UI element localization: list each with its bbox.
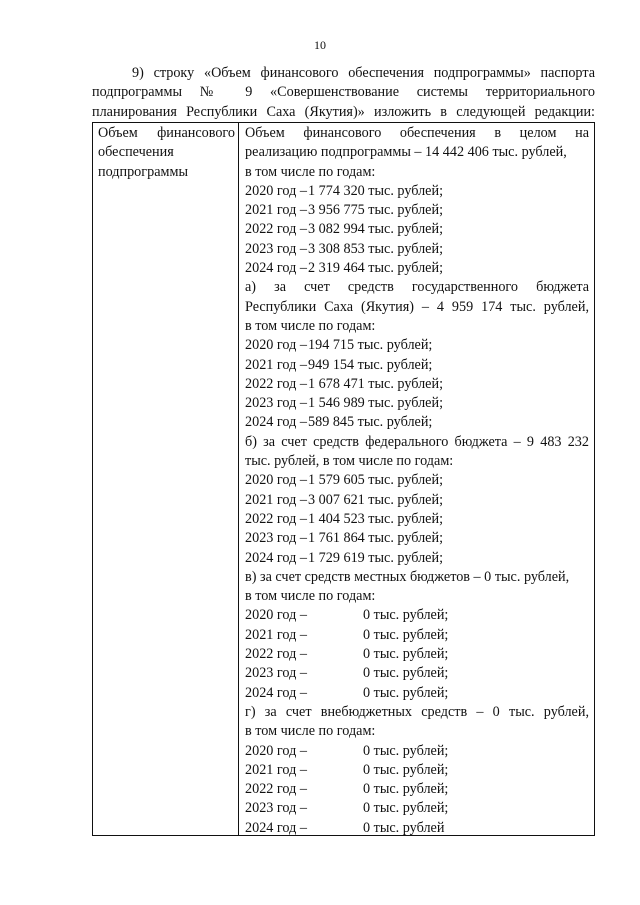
- year-list: [245, 336, 589, 432]
- year-label: 2023 год –: [245, 800, 307, 817]
- year-amount: 3 956 775 тыс. рублей;: [308, 202, 444, 219]
- year-amount: 0 тыс. рублей;: [363, 607, 449, 624]
- year-label: 2021 год –: [245, 202, 307, 219]
- row-header-line-1: Объем финансового: [98, 125, 235, 141]
- year-amount: 0 тыс. рублей;: [363, 742, 449, 759]
- year-amount: 1 729 619 тыс. рублей;: [308, 549, 444, 566]
- year-list: [245, 606, 589, 702]
- year-row: [245, 259, 589, 278]
- year-amount: 1 678 471 тыс. рублей;: [308, 375, 444, 392]
- local-line-1: в) за счет средств местных бюджетов – 0 тыс. рублей,: [245, 568, 570, 585]
- year-amount: 1 774 320 тыс. рублей;: [308, 182, 444, 199]
- extrabudget-section: [245, 703, 589, 838]
- year-label: 2021 год –: [245, 626, 307, 643]
- year-row: [245, 799, 589, 818]
- year-amount: 949 154 тыс. рублей;: [308, 356, 433, 373]
- year-row: [245, 201, 589, 220]
- year-label: 2022 год –: [245, 646, 307, 663]
- republic-line-2: Республики Саха (Якутия) – 4 959 174 тыс. рублей,: [245, 298, 589, 315]
- year-label: 2023 год –: [245, 530, 307, 547]
- year-row: [245, 606, 589, 625]
- local-line-2: в том числе по годам:: [245, 588, 376, 605]
- year-label: 2023 год –: [245, 395, 307, 412]
- year-amount: 0 тыс. рублей;: [363, 684, 449, 701]
- republic-budget-section: [245, 278, 589, 432]
- year-row: [245, 684, 589, 703]
- year-label: 2024 год –: [245, 819, 307, 836]
- year-amount: 1 761 864 тыс. рублей;: [308, 530, 444, 547]
- year-label: 2021 год –: [245, 761, 307, 778]
- year-amount: 0 тыс. рублей;: [363, 781, 449, 798]
- row-header-cell: [98, 124, 235, 182]
- year-label: 2023 год –: [245, 240, 307, 257]
- year-amount: 1 404 523 тыс. рублей;: [308, 510, 444, 527]
- year-row: [245, 491, 589, 510]
- republic-line-3: в том числе по годам:: [245, 317, 376, 334]
- year-row: [245, 394, 589, 413]
- year-row: [245, 529, 589, 548]
- year-row: [245, 819, 589, 838]
- year-amount: 194 715 тыс. рублей;: [308, 337, 433, 354]
- year-row: [245, 413, 589, 432]
- year-label: 2024 год –: [245, 684, 307, 701]
- year-amount: 0 тыс. рублей;: [363, 626, 449, 643]
- year-amount: 0 тыс. рублей;: [363, 761, 449, 778]
- year-label: 2021 год –: [245, 491, 307, 508]
- federal-line-1: б) за счет средств федерального бюджета – 9 483 232: [245, 433, 589, 450]
- year-amount: 0 тыс. рублей;: [363, 646, 449, 663]
- year-row: [245, 645, 589, 664]
- passport-table: [92, 122, 595, 836]
- row-header-line-3: подпрограммы: [98, 163, 188, 180]
- year-label: 2022 год –: [245, 781, 307, 798]
- year-amount: 1 579 605 тыс. рублей;: [308, 472, 444, 489]
- local-budget-section: [245, 568, 589, 703]
- year-label: 2024 год –: [245, 414, 307, 431]
- row-header-line-2: обеспечения: [98, 144, 174, 161]
- year-amount: 3 007 621 тыс. рублей;: [308, 491, 444, 508]
- year-row: [245, 664, 589, 683]
- year-row: [245, 220, 589, 239]
- year-label: 2020 год –: [245, 607, 307, 624]
- intro-line-2: подпрограммы № 9 «Совершенствование системы территориального: [92, 84, 595, 101]
- year-row: [245, 780, 589, 799]
- year-row: [245, 626, 589, 645]
- row-value-cell: [245, 124, 589, 838]
- republic-line-1: а) за счет средств государственного бюджета: [245, 279, 589, 296]
- year-label: 2021 год –: [245, 356, 307, 373]
- year-amount: 3 308 853 тыс. рублей;: [308, 240, 444, 257]
- year-label: 2020 год –: [245, 742, 307, 759]
- intro-line-3: планирования Республики Саха (Якутия)» изложить в следующей редакции:: [92, 103, 595, 120]
- year-amount: 0 тыс. рублей: [363, 819, 445, 836]
- year-list: [245, 742, 589, 838]
- year-label: 2024 год –: [245, 549, 307, 566]
- year-row: [245, 549, 589, 568]
- total-line-1: Объем финансового обеспечения в целом на: [245, 125, 589, 141]
- total-section: [245, 124, 589, 278]
- year-row: [245, 356, 589, 375]
- year-amount: 589 845 тыс. рублей;: [308, 414, 433, 431]
- year-row: [245, 761, 589, 780]
- extrabudget-line-2: в том числе по годам:: [245, 723, 376, 740]
- year-label: 2023 год –: [245, 665, 307, 682]
- year-label: 2020 год –: [245, 472, 307, 489]
- year-row: [245, 375, 589, 394]
- year-amount: 2 319 464 тыс. рублей;: [308, 260, 444, 277]
- year-amount: 3 082 994 тыс. рублей;: [308, 221, 444, 238]
- year-amount: 1 546 989 тыс. рублей;: [308, 395, 444, 412]
- year-row: [245, 336, 589, 355]
- intro-line-1: 9) строку «Объем финансового обеспечения подпрограммы» паспорта: [132, 65, 595, 81]
- total-line-2: реализацию подпрограммы – 14 442 406 тыс. рублей,: [245, 144, 567, 161]
- federal-budget-section: [245, 433, 589, 568]
- year-row: [245, 182, 589, 201]
- extrabudget-line-1: г) за счет внебюджетных средств – 0 тыс. рублей,: [245, 703, 589, 720]
- intro-paragraph: [92, 64, 595, 122]
- year-label: 2022 год –: [245, 221, 307, 238]
- year-label: 2020 год –: [245, 182, 307, 199]
- page-number: 10: [314, 38, 326, 52]
- year-label: 2022 год –: [245, 375, 307, 392]
- total-line-3: в том числе по годам:: [245, 163, 376, 180]
- year-row: [245, 471, 589, 490]
- year-row: [245, 510, 589, 529]
- year-list: [245, 182, 589, 278]
- year-label: 2024 год –: [245, 260, 307, 277]
- year-row: [245, 742, 589, 761]
- year-list: [245, 471, 589, 567]
- year-amount: 0 тыс. рублей;: [363, 665, 449, 682]
- year-label: 2020 год –: [245, 337, 307, 354]
- year-label: 2022 год –: [245, 510, 307, 527]
- federal-line-2: тыс. рублей, в том числе по годам:: [245, 453, 454, 470]
- year-row: [245, 240, 589, 259]
- column-divider: [238, 123, 239, 835]
- year-amount: 0 тыс. рублей;: [363, 800, 449, 817]
